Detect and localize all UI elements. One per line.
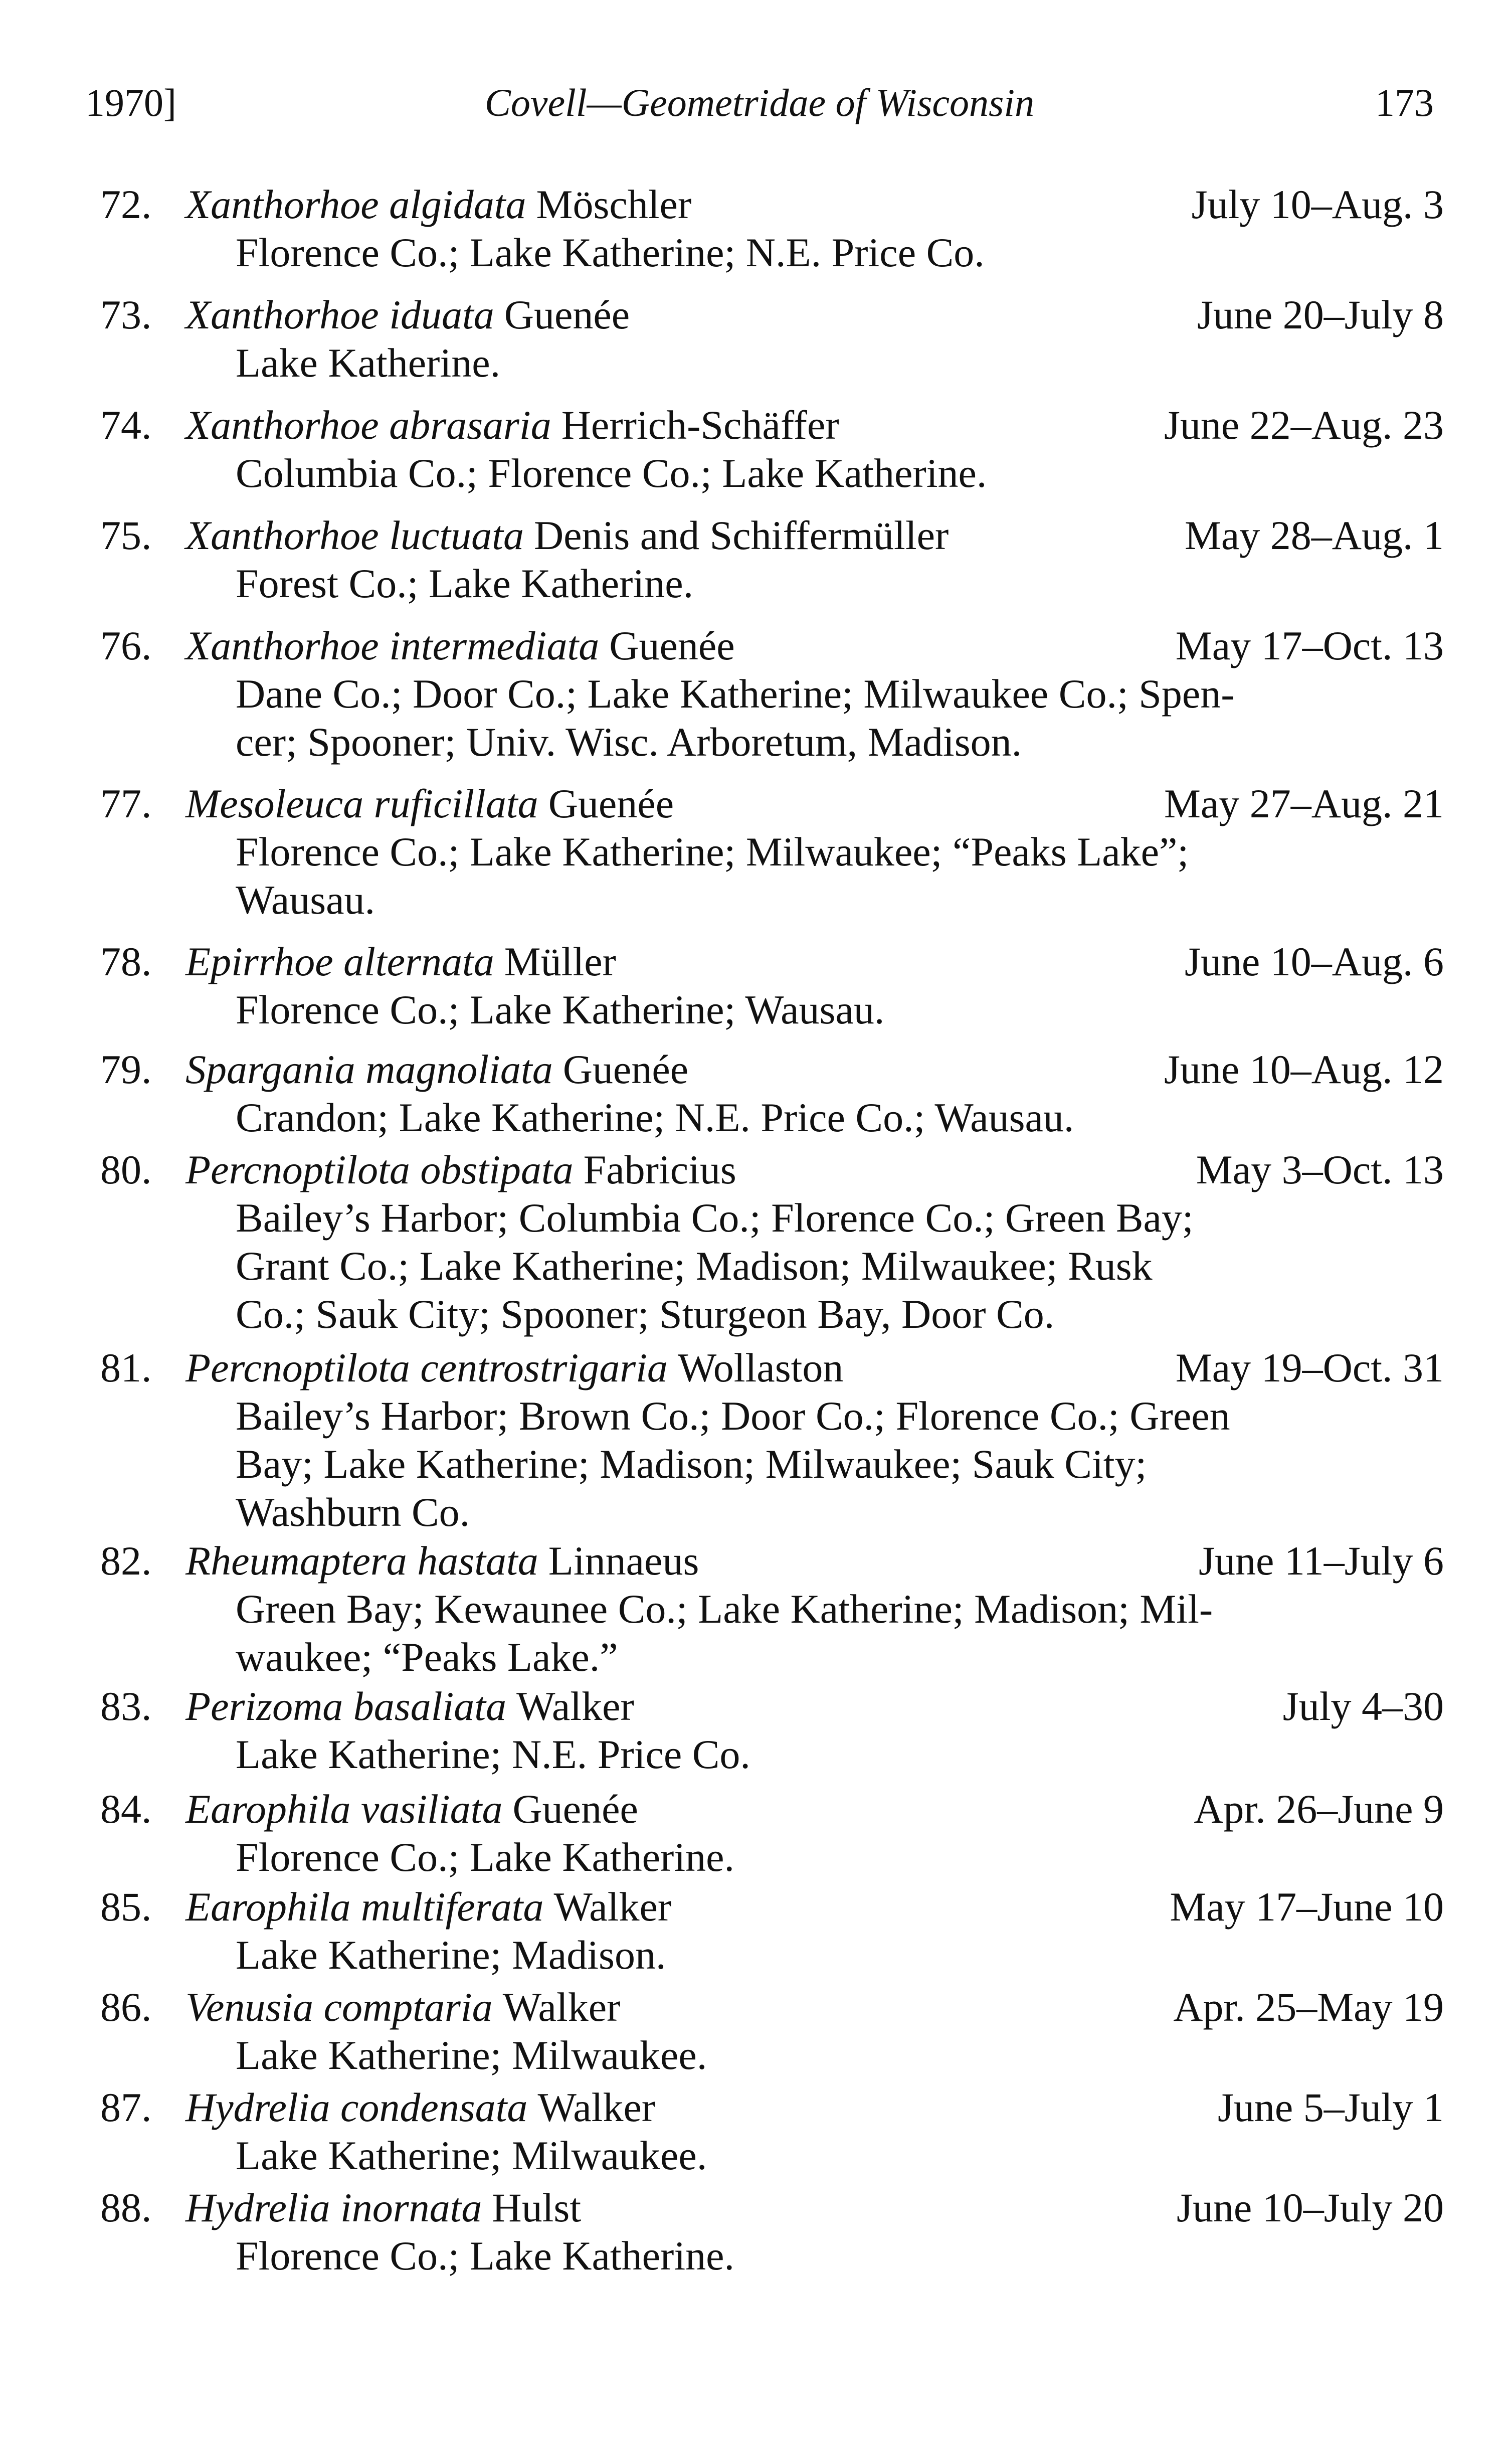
species-author: Fabricius bbox=[583, 1147, 736, 1192]
flight-dates: June 5–July 1 bbox=[1218, 2084, 1444, 2130]
entry-number: 83. bbox=[100, 1683, 152, 1729]
species-name: Hydrelia inornata bbox=[185, 2185, 482, 2230]
species-entry bbox=[100, 1046, 1444, 1142]
species-entry bbox=[100, 291, 1444, 387]
volume-year: 1970] bbox=[85, 81, 176, 124]
entry-number: 77. bbox=[100, 781, 152, 826]
flight-dates: June 22–Aug. 23 bbox=[1164, 402, 1444, 448]
page-header bbox=[85, 75, 1434, 130]
entry-number: 72. bbox=[100, 182, 152, 227]
entry-number: 81. bbox=[100, 1345, 152, 1390]
species-author: Guenée bbox=[562, 1047, 689, 1092]
species-entry bbox=[100, 401, 1444, 497]
flight-dates: May 17–June 10 bbox=[1170, 1884, 1444, 1930]
species-entry bbox=[100, 1344, 1444, 1536]
localities bbox=[100, 1585, 1444, 1681]
running-title: Covell—Geometridae of Wisconsin bbox=[484, 81, 1035, 124]
flight-dates: Apr. 25–May 19 bbox=[1173, 1984, 1444, 2030]
species-author: Herrich-Schäffer bbox=[561, 402, 839, 448]
locality-line: Bay; Lake Katherine; Madison; Milwaukee; Sauk City; bbox=[236, 1441, 1147, 1487]
flight-dates: May 27–Aug. 21 bbox=[1164, 781, 1444, 826]
species-name: Spargania magnoliata bbox=[185, 1047, 553, 1092]
flight-dates: June 10–Aug. 6 bbox=[1184, 939, 1444, 984]
entry-number: 79. bbox=[100, 1047, 152, 1092]
species-name: Earophila multiferata bbox=[185, 1884, 544, 1930]
species-name: Xanthorhoe algidata bbox=[185, 182, 526, 227]
entry-number: 73. bbox=[100, 292, 152, 337]
species-name: Xanthorhoe abrasaria bbox=[185, 402, 551, 448]
entry-number: 76. bbox=[100, 623, 152, 668]
species-name: Xanthorhoe intermediata bbox=[185, 623, 600, 668]
localities: Florence Co.; Lake Katherine. bbox=[236, 1834, 735, 1880]
entry-number: 88. bbox=[100, 2185, 152, 2230]
species-author: Möschler bbox=[536, 182, 692, 227]
entry-number: 80. bbox=[100, 1147, 152, 1192]
species-author: Walker bbox=[516, 1683, 634, 1729]
locality-line: cer; Spooner; Univ. Wisc. Arboretum, Madison. bbox=[236, 719, 1022, 765]
localities bbox=[100, 1392, 1444, 1536]
species-author: Walker bbox=[502, 1984, 621, 2030]
species-author: Guenée bbox=[512, 1786, 638, 1832]
localities: Crandon; Lake Katherine; N.E. Price Co.; Wausau. bbox=[236, 1095, 1074, 1140]
species-name: Xanthorhoe luctuata bbox=[185, 512, 524, 558]
localities bbox=[100, 1194, 1444, 1338]
entry-number: 75. bbox=[100, 512, 152, 558]
species-name: Venusia comptaria bbox=[185, 1984, 493, 2030]
flight-dates: July 4–30 bbox=[1282, 1683, 1444, 1729]
species-entry bbox=[100, 1983, 1444, 2079]
locality-line: Bailey’s Harbor; Brown Co.; Door Co.; Florence Co.; Green bbox=[236, 1393, 1230, 1439]
locality-line: Dane Co.; Door Co.; Lake Katherine; Milwaukee Co.; Spen- bbox=[236, 671, 1235, 717]
species-name: Xanthorhoe iduata bbox=[185, 292, 494, 337]
flight-dates: May 3–Oct. 13 bbox=[1196, 1147, 1444, 1192]
localities: Lake Katherine; Milwaukee. bbox=[236, 2032, 707, 2078]
localities: Lake Katherine; Milwaukee. bbox=[236, 2133, 707, 2178]
species-entry bbox=[100, 181, 1444, 277]
entry-number: 78. bbox=[100, 939, 152, 984]
flight-dates: May 19–Oct. 31 bbox=[1175, 1345, 1444, 1390]
localities: Florence Co.; Lake Katherine; Wausau. bbox=[236, 987, 885, 1032]
locality-line: Florence Co.; Lake Katherine; Milwaukee; “Peaks Lake”; bbox=[236, 829, 1189, 875]
entry-number: 84. bbox=[100, 1786, 152, 1832]
localities: Lake Katherine; N.E. Price Co. bbox=[236, 1731, 750, 1777]
species-entry bbox=[100, 780, 1444, 924]
species-name: Perizoma basaliata bbox=[185, 1683, 507, 1729]
flight-dates: May 28–Aug. 1 bbox=[1184, 512, 1444, 558]
species-entry bbox=[100, 1883, 1444, 1979]
species-author: Denis and Schiffermüller bbox=[533, 512, 949, 558]
species-name: Mesoleuca ruficillata bbox=[185, 781, 538, 826]
species-name: Percnoptilota centrostrigaria bbox=[185, 1345, 668, 1390]
species-author: Müller bbox=[504, 939, 616, 984]
species-entry bbox=[100, 1785, 1444, 1881]
locality-line: Grant Co.; Lake Katherine; Madison; Milwaukee; Rusk bbox=[236, 1243, 1153, 1289]
locality-line: Wausau. bbox=[236, 877, 375, 923]
species-entry bbox=[100, 622, 1444, 766]
localities: Florence Co.; Lake Katherine; N.E. Price Co. bbox=[236, 230, 985, 275]
species-author: Wollaston bbox=[677, 1345, 844, 1390]
localities bbox=[100, 670, 1444, 766]
localities: Florence Co.; Lake Katherine. bbox=[236, 2233, 735, 2279]
entry-number: 86. bbox=[100, 1984, 152, 2030]
species-author: Linnaeus bbox=[548, 1538, 699, 1584]
species-entry bbox=[100, 1537, 1444, 1681]
species-entry bbox=[100, 1682, 1444, 1779]
species-author: Hulst bbox=[492, 2185, 582, 2230]
flight-dates: June 10–July 20 bbox=[1177, 2185, 1444, 2230]
flight-dates: May 17–Oct. 13 bbox=[1175, 623, 1444, 668]
species-name: Hydrelia condensata bbox=[185, 2084, 528, 2130]
entry-number: 87. bbox=[100, 2084, 152, 2130]
page-number: 173 bbox=[1375, 81, 1434, 124]
localities bbox=[100, 828, 1444, 924]
localities: Lake Katherine; Madison. bbox=[236, 1932, 666, 1978]
species-author: Guenée bbox=[609, 623, 735, 668]
entry-number: 82. bbox=[100, 1538, 152, 1584]
locality-line: waukee; “Peaks Lake.” bbox=[236, 1634, 618, 1680]
species-name: Percnoptilota obstipata bbox=[185, 1147, 574, 1192]
flight-dates: June 11–July 6 bbox=[1199, 1538, 1444, 1584]
species-author: Walker bbox=[553, 1884, 672, 1930]
flight-dates: Apr. 26–June 9 bbox=[1194, 1786, 1444, 1832]
species-entry bbox=[100, 1146, 1444, 1338]
species-entry bbox=[100, 2083, 1444, 2180]
species-name: Epirrhoe alternata bbox=[185, 939, 494, 984]
species-name: Rheumaptera hastata bbox=[185, 1538, 538, 1584]
locality-line: Bailey’s Harbor; Columbia Co.; Florence Co.; Green Bay; bbox=[236, 1195, 1194, 1241]
flight-dates: June 10–Aug. 12 bbox=[1164, 1047, 1444, 1092]
species-name: Earophila vasiliata bbox=[185, 1786, 503, 1832]
species-author: Guenée bbox=[548, 781, 674, 826]
locality-line: Green Bay; Kewaunee Co.; Lake Katherine; Madison; Mil- bbox=[236, 1586, 1213, 1632]
entry-number: 85. bbox=[100, 1884, 152, 1930]
species-author: Guenée bbox=[504, 292, 630, 337]
species-entry bbox=[100, 511, 1444, 608]
entry-number: 74. bbox=[100, 402, 152, 448]
species-entry bbox=[100, 938, 1444, 1034]
localities: Columbia Co.; Florence Co.; Lake Katherine. bbox=[236, 450, 987, 496]
localities: Forest Co.; Lake Katherine. bbox=[236, 561, 694, 606]
locality-line: Washburn Co. bbox=[236, 1489, 470, 1535]
localities: Lake Katherine. bbox=[236, 340, 501, 386]
locality-line: Co.; Sauk City; Spooner; Sturgeon Bay, Door Co. bbox=[236, 1291, 1055, 1337]
species-author: Walker bbox=[537, 2084, 656, 2130]
flight-dates: June 20–July 8 bbox=[1197, 292, 1444, 337]
flight-dates: July 10–Aug. 3 bbox=[1191, 182, 1444, 227]
species-entry bbox=[100, 2184, 1444, 2280]
